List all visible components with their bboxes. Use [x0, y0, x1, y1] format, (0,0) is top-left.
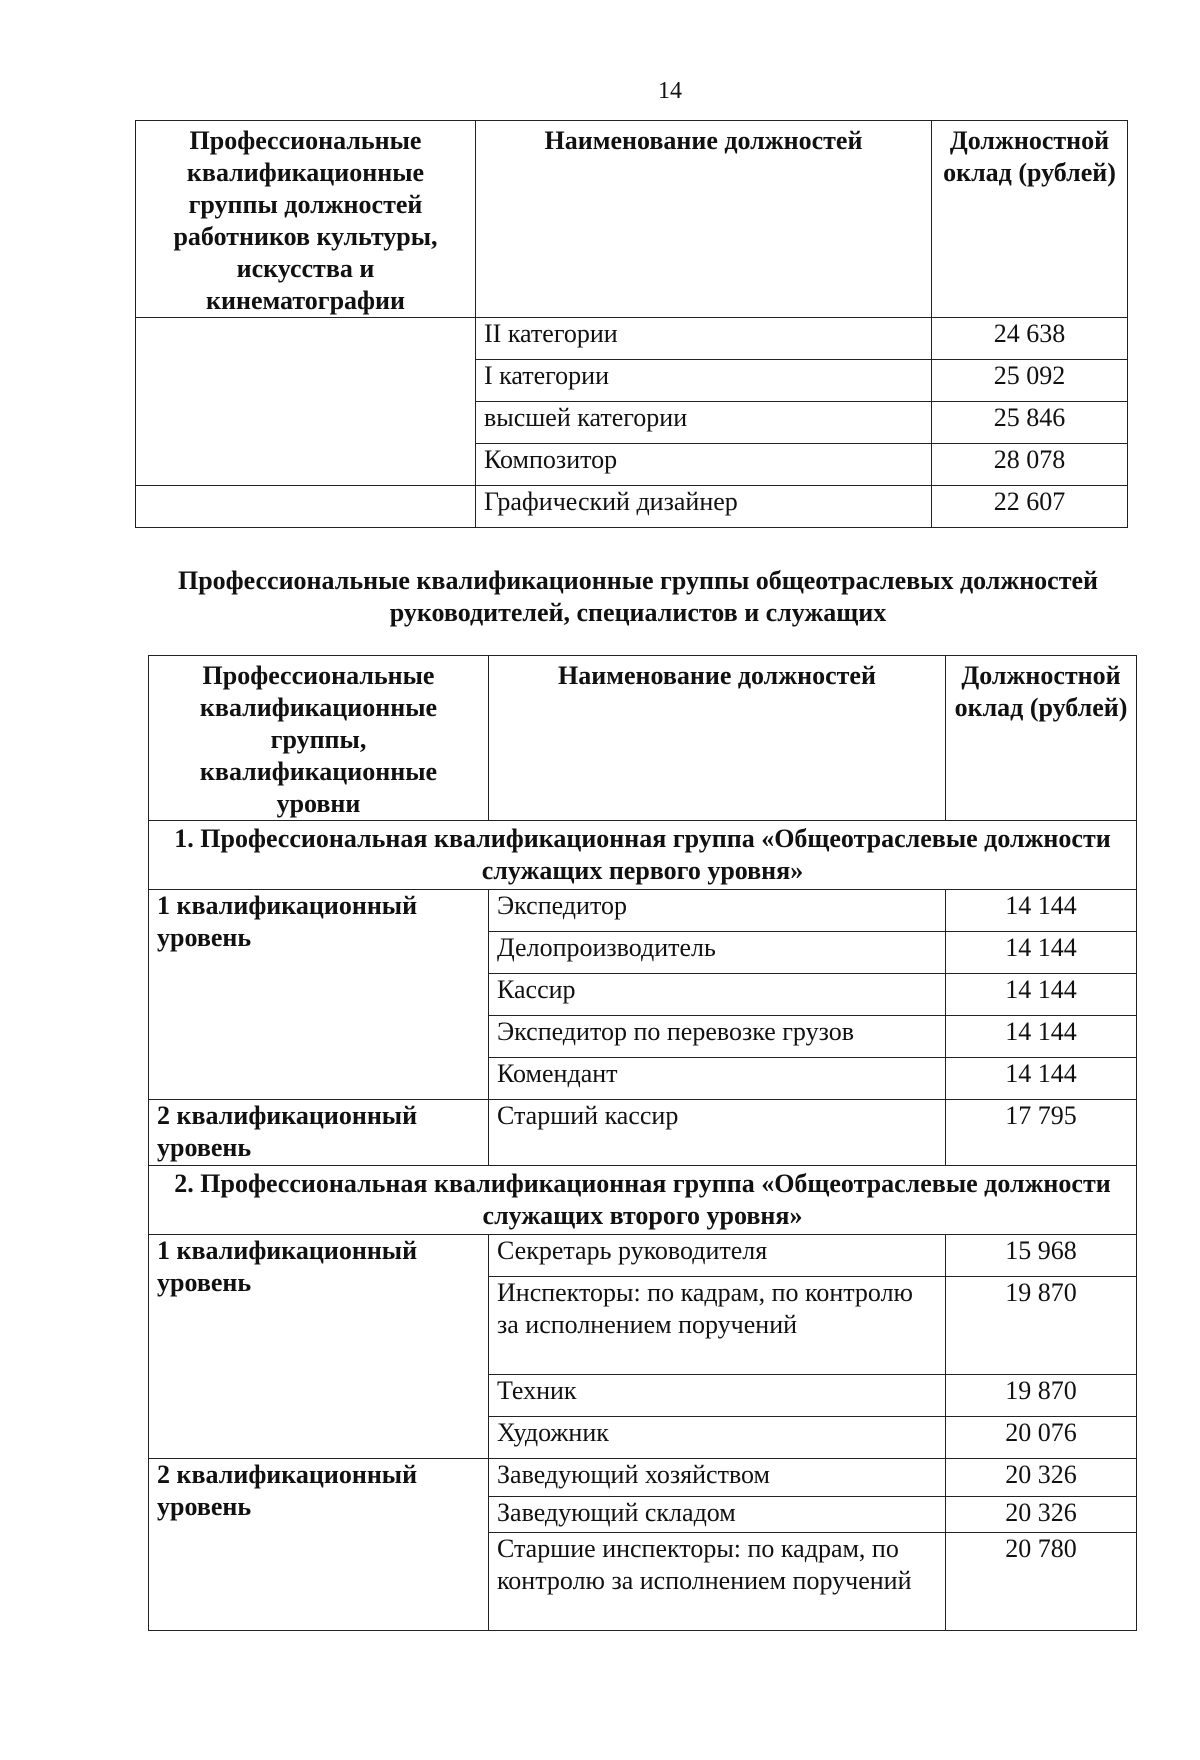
salary-cell: 14 144 — [946, 890, 1137, 932]
position-cell: Комендант — [489, 1058, 946, 1100]
page-number: 14 — [658, 78, 682, 104]
salary-cell: 20 326 — [946, 1497, 1137, 1533]
position-cell: Заведующий складом — [489, 1497, 946, 1533]
position-cell: Делопроизводитель — [489, 932, 946, 974]
level-cell: 1 квалификационный уровень — [149, 1235, 489, 1459]
level-cell: 2 квалификационный уровень — [149, 1100, 489, 1166]
position-cell: Графический дизайнер — [476, 486, 932, 528]
salary-cell: 20 076 — [946, 1417, 1137, 1459]
salary-cell: 20 780 — [946, 1533, 1137, 1631]
salary-cell: 14 144 — [946, 974, 1137, 1016]
salary-cell: 15 968 — [946, 1235, 1137, 1277]
salary-cell: 14 144 — [946, 932, 1137, 974]
column-header-group: Профессиональные квалификационные группы, квалификационные уровни — [149, 656, 489, 821]
salary-cell: 20 326 — [946, 1459, 1137, 1497]
level-cell: 2 квалификационный уровень — [149, 1459, 489, 1631]
column-header-salary: Должностной оклад (рублей) — [946, 656, 1137, 821]
salary-cell: 14 144 — [946, 1058, 1137, 1100]
position-cell: высшей категории — [476, 402, 932, 444]
position-cell: Старшие инспекторы: по кадрам, по контролю за исполнением поручений — [489, 1533, 946, 1631]
column-header-salary: Должностной оклад (рублей) — [932, 121, 1128, 318]
position-cell: Заведующий хозяйством — [489, 1459, 946, 1497]
position-cell: Старший кассир — [489, 1100, 946, 1166]
salary-cell: 25 846 — [932, 402, 1128, 444]
salary-cell: 17 795 — [946, 1100, 1137, 1166]
salary-cell: 25 092 — [932, 360, 1128, 402]
culture-salary-table — [135, 120, 1128, 528]
column-header-group: Профессиональные квалификационные группы должностей работников культуры, искусства и кинематографии — [136, 121, 476, 318]
position-cell: Техник — [489, 1375, 946, 1417]
group-cell-empty — [136, 318, 476, 486]
salary-cell: 14 144 — [946, 1016, 1137, 1058]
group-cell-empty — [136, 486, 476, 528]
position-cell: Инспекторы: по кадрам, по контролю за исполнением поручений — [489, 1277, 946, 1375]
position-cell: Композитор — [476, 444, 932, 486]
level-cell: 1 квалификационный уровень — [149, 890, 489, 1100]
salary-cell: 28 078 — [932, 444, 1128, 486]
column-header-position: Наименование должностей — [489, 656, 946, 821]
salary-cell: 22 607 — [932, 486, 1128, 528]
position-cell: II категории — [476, 318, 932, 360]
general-salary-table — [148, 655, 1137, 1631]
section-title: Профессиональные квалификационные группы общеотраслевых должностей руководителей, специалистов и служащих — [177, 566, 1099, 627]
group-title: 2. Профессиональная квалификационная группа «Общеотраслевые должности служащих второго уровня» — [149, 1166, 1137, 1235]
position-cell: Кассир — [489, 974, 946, 1016]
position-cell: I категории — [476, 360, 932, 402]
position-cell: Секретарь руководителя — [489, 1235, 946, 1277]
salary-cell: 19 870 — [946, 1277, 1137, 1375]
position-cell: Художник — [489, 1417, 946, 1459]
salary-cell: 19 870 — [946, 1375, 1137, 1417]
position-cell: Экспедитор по перевозке грузов — [489, 1016, 946, 1058]
salary-cell: 24 638 — [932, 318, 1128, 360]
position-cell: Экспедитор — [489, 890, 946, 932]
group-title: 1. Профессиональная квалификационная группа «Общеотраслевые должности служащих первого уровня» — [149, 821, 1137, 890]
column-header-position: Наименование должностей — [476, 121, 932, 318]
